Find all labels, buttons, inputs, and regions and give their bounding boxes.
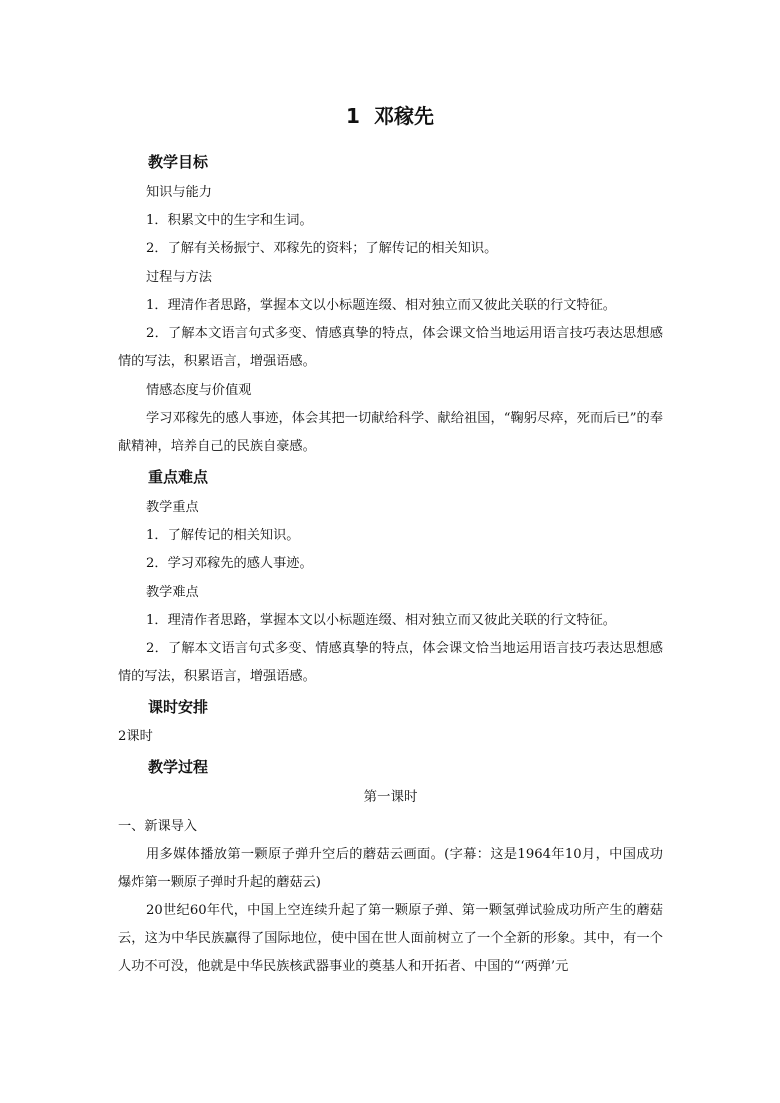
heading-emotion: 情感态度与价值观 [146,383,252,398]
process-item-1: 1．理清作者思路，掌握本文以小标题连缀、相对独立而又彼此关联的行文特征。 [146,298,616,313]
heading-goals: 教学目标 [148,153,209,171]
knowledge-item-2: 2．了解有关杨振宁、邓稼先的资料；了解传记的相关知识。 [146,241,498,256]
focus-item-2: 2．学习邓稼先的感人事迹。 [146,556,313,571]
heading-teaching-process: 教学过程 [148,758,209,776]
heading-process-method: 过程与方法 [146,270,212,285]
knowledge-item-1: 1．积累文中的生字和生词。 [146,213,313,228]
difficulty-item-1: 1．理清作者思路，掌握本文以小标题连缀、相对独立而又彼此关联的行文特征。 [146,613,616,628]
title-text: 邓稼先 [373,104,434,128]
heading-intro: 一、新课导入 [118,819,198,834]
heading-schedule: 课时安排 [148,698,209,716]
heading-lesson-1: 第一课时 [363,789,418,805]
heading-knowledge: 知识与能力 [146,185,212,200]
document-body [118,146,663,981]
difficulty-item-2: 2．了解本文语言句式多变、情感真挚的特点，体会课文恰当地运用语言技巧表达思想感情的写法，积累语言，增强语感。 [118,641,663,684]
intro-paragraph-2: 20世纪60年代，中国上空连续升起了第一颗原子弹、第一颗氢弹试验成功所产生的蘑菇云，这为中华民族赢得了国际地位，使中国在世人面前树立了一个全新的形象。其中，有一个人功不可没，他就是中华民族核武器事业的奠基人和开拓者、中国的“‘两弹’元 [118,903,663,974]
intro-paragraph-1: 用多媒体播放第一颗原子弹升空后的蘑菇云画面。(字幕：这是1964年10月，中国成功爆炸第一颗原子弹时升起的蘑菇云) [118,847,663,890]
schedule-text: 2课时 [118,729,153,744]
heading-focus: 教学重点 [146,500,199,515]
process-item-2: 2．了解本文语言句式多变、情感真挚的特点，体会课文恰当地运用语言技巧表达思想感情的写法，积累语言，增强语感。 [118,326,663,369]
emotion-text: 学习邓稼先的感人事迹，体会其把一切献给科学、献给祖国，“鞠躬尽瘁，死而后已”的奉献精神，培养自己的民族自豪感。 [118,411,663,454]
title-number: 1 [346,104,360,128]
heading-difficulty: 教学难点 [146,585,199,600]
page-title [0,100,780,129]
heading-keys: 重点难点 [148,468,209,486]
focus-item-1: 1．了解传记的相关知识。 [146,528,300,543]
